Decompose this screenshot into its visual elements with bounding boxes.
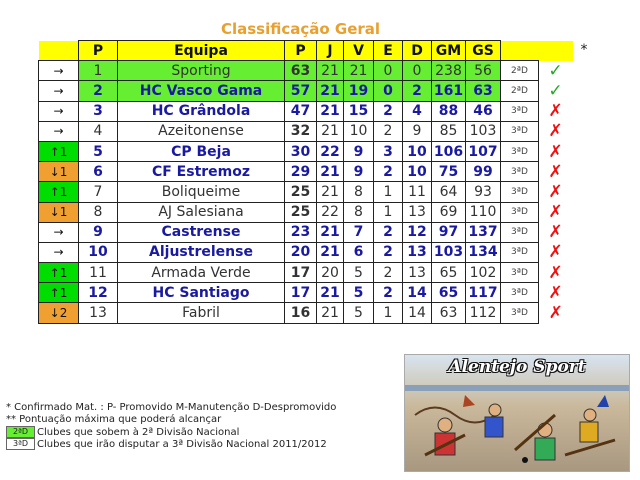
- played-cell: 21: [317, 303, 344, 323]
- draws-cell: 3: [374, 141, 403, 161]
- points-cell: 29: [285, 162, 317, 182]
- wins-cell: 6: [344, 242, 374, 262]
- points-cell: 16: [285, 303, 317, 323]
- points-cell: 17: [285, 283, 317, 303]
- team-name-cell: CF Estremoz: [118, 162, 285, 182]
- losses-cell: 10: [403, 162, 432, 182]
- played-cell: 21: [317, 61, 344, 81]
- header-goals-against: GS: [466, 41, 501, 61]
- position-cell: 11: [79, 263, 118, 283]
- wins-cell: 8: [344, 202, 374, 222]
- points-cell: 25: [285, 202, 317, 222]
- trend-indicator: →: [39, 61, 79, 81]
- goals-for-cell: 63: [432, 303, 466, 323]
- legend-text-remain: Clubes que irão disputar a 3ª Divisão Nacional 2011/2012: [37, 439, 327, 450]
- points-cell: 23: [285, 222, 317, 242]
- division-badge: 3ªD: [501, 101, 539, 121]
- division-badge: 3ªD: [501, 303, 539, 323]
- trend-indicator: →: [39, 242, 79, 262]
- cross-icon: ✗: [539, 162, 573, 182]
- played-cell: 22: [317, 141, 344, 161]
- trend-indicator: ↑1: [39, 182, 79, 202]
- cross-icon: ✗: [539, 182, 573, 202]
- played-cell: 21: [317, 222, 344, 242]
- table-header-row: [39, 41, 573, 61]
- draws-cell: 2: [374, 222, 403, 242]
- goals-against-cell: 137: [466, 222, 501, 242]
- cross-icon: ✗: [539, 263, 573, 283]
- points-cell: 30: [285, 141, 317, 161]
- cross-icon: ✗: [539, 141, 573, 161]
- goals-for-cell: 69: [432, 202, 466, 222]
- goals-against-cell: 56: [466, 61, 501, 81]
- losses-cell: 13: [403, 202, 432, 222]
- goals-for-cell: 97: [432, 222, 466, 242]
- legend-chip-2d: 2ªD: [6, 426, 35, 438]
- losses-cell: 11: [403, 182, 432, 202]
- team-name-cell: AJ Salesiana: [118, 202, 285, 222]
- division-badge: 3ªD: [501, 182, 539, 202]
- position-cell: 6: [79, 162, 118, 182]
- division-badge: 3ªD: [501, 222, 539, 242]
- team-name-cell: HC Grândola: [118, 101, 285, 121]
- standings-table: [38, 40, 573, 324]
- position-cell: 12: [79, 283, 118, 303]
- goals-against-cell: 107: [466, 141, 501, 161]
- goals-against-cell: 103: [466, 121, 501, 141]
- table-row: [39, 81, 573, 101]
- losses-cell: 13: [403, 263, 432, 283]
- division-badge: 3ªD: [501, 162, 539, 182]
- points-cell: 63: [285, 61, 317, 81]
- draws-cell: 1: [374, 303, 403, 323]
- goals-for-cell: 106: [432, 141, 466, 161]
- wins-cell: 9: [344, 162, 374, 182]
- wins-cell: 7: [344, 222, 374, 242]
- legend-chip-3d: 3ªD: [6, 438, 35, 450]
- goals-for-cell: 75: [432, 162, 466, 182]
- team-name-cell: CP Beja: [118, 141, 285, 161]
- team-name-cell: Fabril: [118, 303, 285, 323]
- table-row: [39, 162, 573, 182]
- table-row: [39, 121, 573, 141]
- wins-cell: 5: [344, 303, 374, 323]
- goals-against-cell: 110: [466, 202, 501, 222]
- goals-for-cell: 85: [432, 121, 466, 141]
- points-cell: 32: [285, 121, 317, 141]
- points-cell: 17: [285, 263, 317, 283]
- team-name-cell: Aljustrelense: [118, 242, 285, 262]
- trend-indicator: ↓2: [39, 303, 79, 323]
- draws-cell: 2: [374, 162, 403, 182]
- team-name-cell: HC Santiago: [118, 283, 285, 303]
- header-points: P: [285, 41, 317, 61]
- cross-icon: ✗: [539, 222, 573, 242]
- header-wins: V: [344, 41, 374, 61]
- goals-against-cell: 134: [466, 242, 501, 262]
- wins-cell: 8: [344, 182, 374, 202]
- losses-cell: 13: [403, 242, 432, 262]
- position-cell: 9: [79, 222, 118, 242]
- team-name-cell: Azeitonense: [118, 121, 285, 141]
- banner-title: Alentejo Sport: [448, 357, 586, 377]
- trend-indicator: →: [39, 121, 79, 141]
- table-row: [39, 303, 573, 323]
- losses-cell: 0: [403, 61, 432, 81]
- legend-line-remain: [6, 438, 336, 450]
- position-cell: 5: [79, 141, 118, 161]
- goals-for-cell: 64: [432, 182, 466, 202]
- division-badge: 3ªD: [501, 283, 539, 303]
- legend: [6, 402, 336, 450]
- trend-indicator: ↑1: [39, 141, 79, 161]
- cross-icon: ✗: [539, 101, 573, 121]
- division-badge: 2ªD: [501, 81, 539, 101]
- header-draws: E: [374, 41, 403, 61]
- position-cell: 8: [79, 202, 118, 222]
- division-badge: 3ªD: [501, 141, 539, 161]
- table-row: [39, 202, 573, 222]
- points-cell: 25: [285, 182, 317, 202]
- goals-against-cell: 117: [466, 283, 501, 303]
- losses-cell: 12: [403, 222, 432, 242]
- table-row: [39, 283, 573, 303]
- legend-line-confirmed: * Confirmado Mat. : P- Promovido M-Manutenção D-Despromovido: [6, 402, 337, 413]
- cross-icon: ✗: [539, 121, 573, 141]
- wins-cell: 21: [344, 61, 374, 81]
- played-cell: 20: [317, 263, 344, 283]
- goals-for-cell: 88: [432, 101, 466, 121]
- draws-cell: 1: [374, 202, 403, 222]
- draws-cell: 0: [374, 81, 403, 101]
- goals-for-cell: 238: [432, 61, 466, 81]
- trend-indicator: ↑1: [39, 283, 79, 303]
- team-name-cell: Sporting: [118, 61, 285, 81]
- losses-cell: 14: [403, 283, 432, 303]
- legend-line-max-points: ** Pontuação máxima que poderá alcançar: [6, 414, 222, 425]
- draws-cell: 2: [374, 242, 403, 262]
- wins-cell: 5: [344, 263, 374, 283]
- mark-header: [539, 41, 573, 61]
- played-cell: 21: [317, 121, 344, 141]
- trend-indicator: →: [39, 101, 79, 121]
- header-goals-for: GM: [432, 41, 466, 61]
- goals-against-cell: 102: [466, 263, 501, 283]
- team-name-cell: Castrense: [118, 222, 285, 242]
- draws-cell: 2: [374, 121, 403, 141]
- points-cell: 57: [285, 81, 317, 101]
- legend-text-promoted: Clubes que sobem à 2ª Divisão Nacional: [37, 427, 240, 438]
- wins-cell: 19: [344, 81, 374, 101]
- draws-cell: 2: [374, 283, 403, 303]
- table-row: [39, 141, 573, 161]
- goals-for-cell: 161: [432, 81, 466, 101]
- goals-for-cell: 103: [432, 242, 466, 262]
- header-team: Equipa: [118, 41, 285, 61]
- position-cell: 1: [79, 61, 118, 81]
- team-name-cell: Boliqueime: [118, 182, 285, 202]
- legend-line-promoted: [6, 426, 336, 438]
- team-name-cell: HC Vasco Gama: [118, 81, 285, 101]
- table-row: [39, 101, 573, 121]
- header-pos: P: [79, 41, 118, 61]
- trend-header: [39, 41, 79, 61]
- draws-cell: 2: [374, 101, 403, 121]
- cross-icon: ✗: [539, 242, 573, 262]
- goals-against-cell: 99: [466, 162, 501, 182]
- division-header: [501, 41, 539, 61]
- played-cell: 21: [317, 162, 344, 182]
- position-cell: 2: [79, 81, 118, 101]
- losses-cell: 14: [403, 303, 432, 323]
- division-badge: 3ªD: [501, 121, 539, 141]
- trend-indicator: ↑1: [39, 263, 79, 283]
- position-cell: 4: [79, 121, 118, 141]
- played-cell: 21: [317, 283, 344, 303]
- cartoon-illustration: [405, 355, 629, 471]
- cross-icon: ✗: [539, 283, 573, 303]
- wins-cell: 15: [344, 101, 374, 121]
- losses-cell: 4: [403, 101, 432, 121]
- team-name-cell: Armada Verde: [118, 263, 285, 283]
- trend-indicator: ↓1: [39, 202, 79, 222]
- division-badge: 2ªD: [501, 61, 539, 81]
- check-icon: ✓: [539, 61, 573, 81]
- table-row: [39, 182, 573, 202]
- played-cell: 21: [317, 242, 344, 262]
- trend-indicator: ↓1: [39, 162, 79, 182]
- table-row: [39, 61, 573, 81]
- draws-cell: 2: [374, 263, 403, 283]
- played-cell: 21: [317, 182, 344, 202]
- position-cell: 7: [79, 182, 118, 202]
- table-title: Classificação Geral: [220, 20, 381, 38]
- losses-cell: 10: [403, 141, 432, 161]
- losses-cell: 2: [403, 81, 432, 101]
- position-cell: 13: [79, 303, 118, 323]
- points-cell: 47: [285, 101, 317, 121]
- goals-against-cell: 112: [466, 303, 501, 323]
- goals-for-cell: 65: [432, 263, 466, 283]
- points-cell: 20: [285, 242, 317, 262]
- mark-column-header: *: [580, 42, 588, 58]
- played-cell: 21: [317, 81, 344, 101]
- table-row: [39, 222, 573, 242]
- header-played: J: [317, 41, 344, 61]
- played-cell: 22: [317, 202, 344, 222]
- position-cell: 3: [79, 101, 118, 121]
- wins-cell: 5: [344, 283, 374, 303]
- goals-against-cell: 63: [466, 81, 501, 101]
- alentejo-sport-banner: [404, 354, 630, 472]
- division-badge: 3ªD: [501, 263, 539, 283]
- played-cell: 21: [317, 101, 344, 121]
- position-cell: 10: [79, 242, 118, 262]
- cross-icon: ✗: [539, 303, 573, 323]
- trend-indicator: →: [39, 222, 79, 242]
- check-icon: ✓: [539, 81, 573, 101]
- goals-against-cell: 93: [466, 182, 501, 202]
- losses-cell: 9: [403, 121, 432, 141]
- division-badge: 3ªD: [501, 242, 539, 262]
- cross-icon: ✗: [539, 202, 573, 222]
- wins-cell: 9: [344, 141, 374, 161]
- draws-cell: 0: [374, 61, 403, 81]
- header-losses: D: [403, 41, 432, 61]
- goals-for-cell: 65: [432, 283, 466, 303]
- draws-cell: 1: [374, 182, 403, 202]
- table-row: [39, 263, 573, 283]
- table-row: [39, 242, 573, 262]
- trend-indicator: →: [39, 81, 79, 101]
- wins-cell: 10: [344, 121, 374, 141]
- division-badge: 3ªD: [501, 202, 539, 222]
- goals-against-cell: 46: [466, 101, 501, 121]
